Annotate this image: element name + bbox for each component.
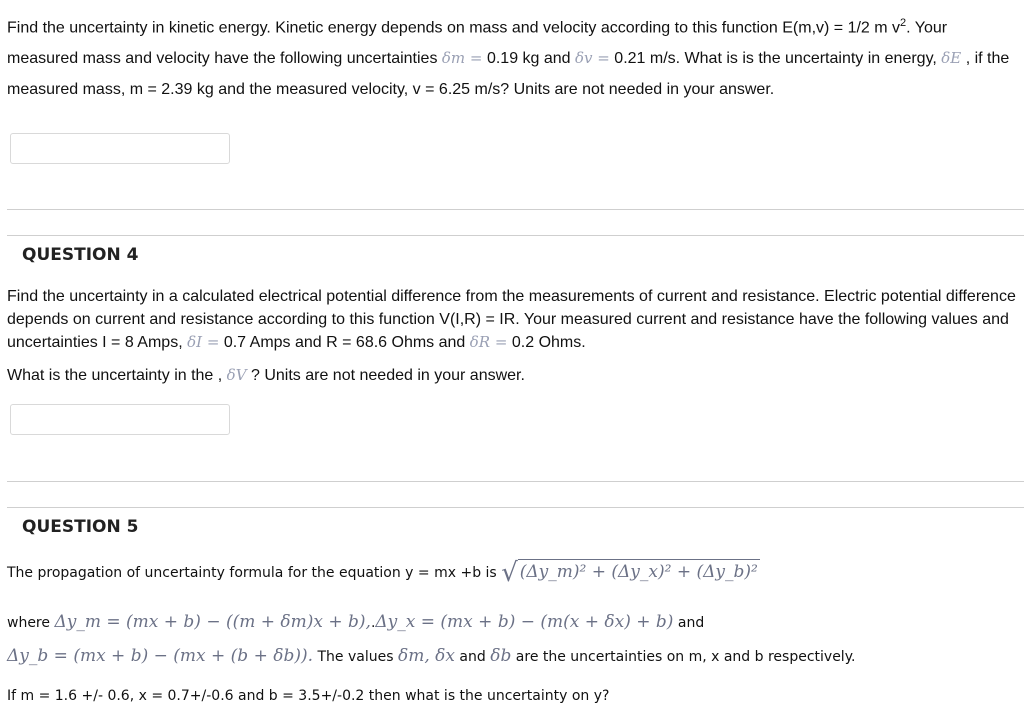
and-text: and	[677, 615, 705, 631]
q5-text-part: and	[454, 649, 491, 665]
q5-intro-text: The propagation of uncertainty formula for the equation y = mx +b is	[7, 565, 497, 581]
q4-text-part: What is the uncertainty in the ,	[7, 367, 227, 384]
delta-m-symbol: δm =	[441, 49, 483, 68]
q3-text-part: , if the measured mass, m = 2.39 kg and the measured velocity, v = 6.25 m/s? Units are not needed in your answer.	[7, 50, 1010, 99]
divider	[7, 209, 1024, 210]
question-3-text	[7, 8, 1017, 105]
delta-v-symbol: δV	[226, 366, 247, 384]
q5-text-part: The values	[313, 649, 398, 665]
delta-v-symbol: δv =	[575, 49, 610, 68]
delta-m-x-symbols: δm, δx	[397, 646, 455, 666]
formula-radicand: (Δy_m)² + (Δy_x)² + (Δy_b)²	[518, 559, 760, 582]
sqrt-formula	[501, 558, 760, 588]
q5-line-1	[7, 558, 760, 588]
delta-yb-expression: Δy_b = (mx + b) − (mx + (b + δb)).	[7, 646, 314, 666]
q4-last-line	[7, 364, 1022, 387]
superscript: 2	[900, 17, 907, 29]
delta-r-symbol: δR =	[469, 333, 508, 351]
q3-text-part: Find the uncertainty in kinetic energy. Kinetic energy depends on mass and velocity according to this function E(m,v) = 1/2 m v	[7, 19, 901, 37]
where-text: where	[7, 615, 50, 631]
q4-text-part: 0.2 Ohms.	[507, 334, 586, 351]
radical-sign: √	[501, 558, 518, 588]
question-4-header: QUESTION 4	[22, 245, 139, 265]
question-4-answer-input[interactable]	[10, 404, 230, 435]
delta-yx-expression: Δy_x = (mx + b) − (m(x + δx) + b)	[375, 612, 674, 632]
delta-i-symbol: δI =	[187, 333, 220, 351]
question-4-text	[7, 285, 1022, 387]
q4-text-part: Find the uncertainty in a calculated electrical potential difference from the measurements of current and resistance. Electric potential difference depends on current and resistance according to this function V(I,R) = IR. Your measured current and resistance have the following values and uncertainties I = 8 Amps,	[7, 288, 1016, 351]
q3-text-part: . Your measured mass and velocity have the following uncertainties	[7, 19, 948, 68]
question-5-header: QUESTION 5	[22, 517, 139, 537]
q5-line-4: If m = 1.6 +/- 0.6, x = 0.7+/-0.6 and b = 3.5+/-0.2 then what is the uncertainty on y?	[7, 688, 610, 704]
delta-b-symbol: δb	[490, 646, 512, 666]
question-3-answer-input[interactable]	[10, 133, 230, 164]
delta-e-symbol: δE	[941, 49, 962, 68]
delta-ym-expression: Δy_m = (mx + b) − ((m + δm)x + b),	[54, 612, 371, 632]
q5-text-part: are the uncertainties on m, x and b respectively.	[511, 649, 856, 665]
q4-text-part: 0.7 Amps and R = 68.6 Ohms and	[219, 334, 470, 351]
q3-text-part: 0.21 m/s. What is is the uncertainty in energy,	[609, 50, 942, 68]
q5-line-2: where Δy_m = (mx + b) − ((m + δm)x + b),.Δy_x = (mx + b) − (m(x + δx) + b) and	[7, 612, 705, 632]
divider	[7, 235, 1024, 236]
q3-text-part: 0.19 kg and	[482, 50, 576, 68]
divider	[7, 507, 1024, 508]
divider	[7, 481, 1024, 482]
q4-text-part: ? Units are not needed in your answer.	[246, 367, 525, 384]
q5-line-3	[7, 646, 855, 666]
